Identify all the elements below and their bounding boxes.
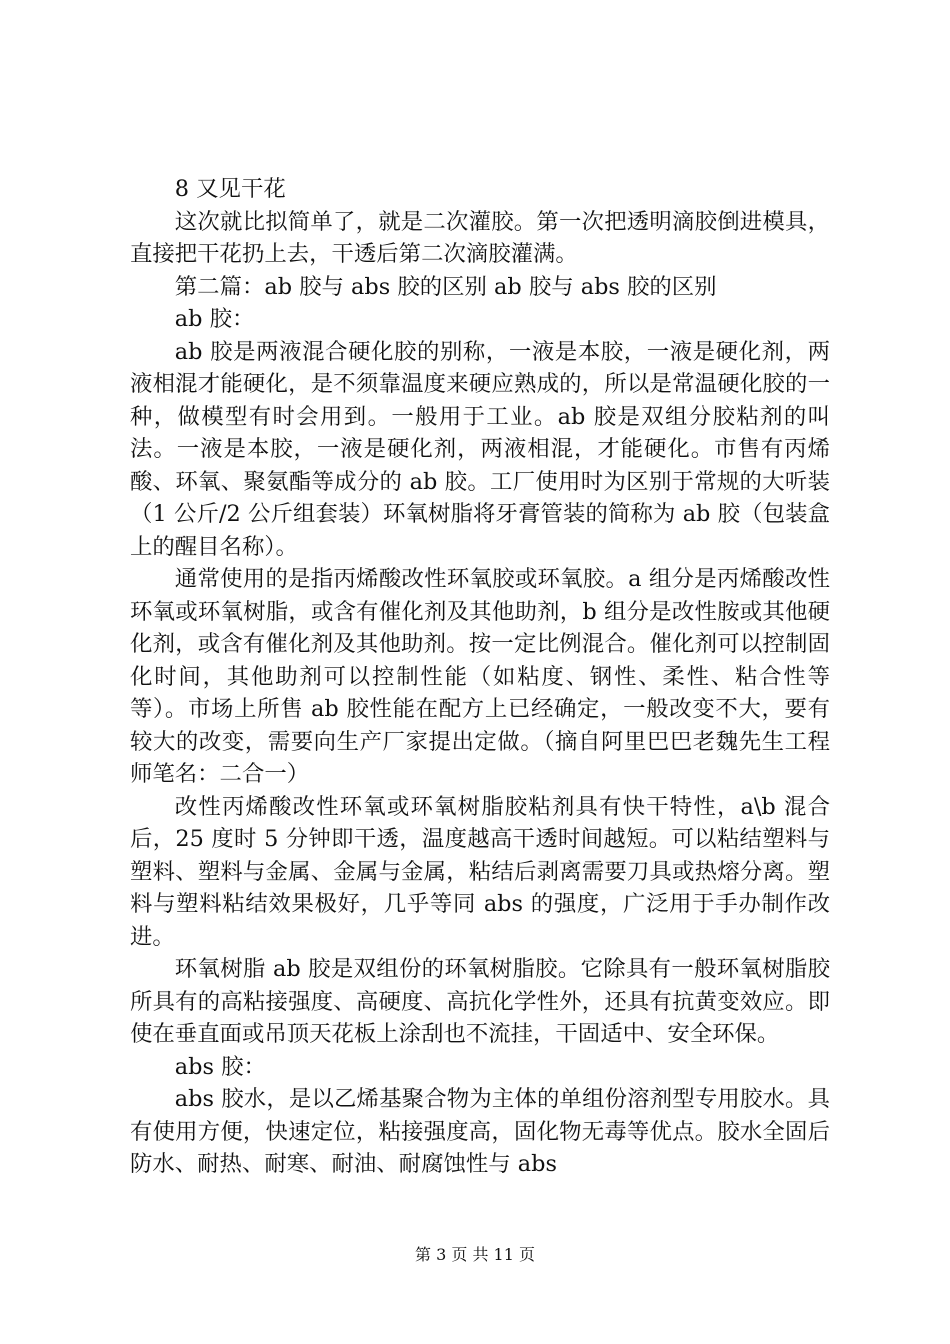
paragraph: 通常使用的是指丙烯酸改性环氧胶或环氧胶。a 组分是丙烯酸改性环氧或环氧树脂，或含有催化剂及其他助剂，b 组分是改性胺或其他硬化剂，或含有催化剂及其他助剂。按一定比例混合。催化剂可以控制固化时间，其他助剂可以控制性能（如粘度、钢性、柔性、粘合性等等）。市场上所售 ab 胶性能在配方上已经确定，一般改变不大，要有较大的改变，需要向生产厂家提出定做。（摘自阿里巴巴老魏先生工程师笔名：二合一） (130, 566, 830, 787)
paragraph: 这次就比拟简单了，就是二次灌胶。第一次把透明滴胶倒进模具，直接把干花扔上去，干透后第二次滴胶灌满。 (130, 208, 830, 267)
page-number-footer: 第 3 页 共 11 页 (415, 1245, 535, 1264)
paragraph: ab 胶是两液混合硬化胶的别称，一液是本胶，一液是硬化剂，两液相混才能硬化，是不须靠温度来硬应熟成的，所以是常温硬化胶的一种，做模型有时会用到。一般用于工业。ab 胶是双组分胶粘剂的叫法。一液是本胶，一液是硬化剂，两液相混，才能硬化。市售有丙烯酸、环氧、聚氨酯等成分的 ab 胶。工厂使用时为区别于常规的大听装（1 公斤/2 公斤组套装）环氧树脂将牙膏管装的简称为 ab 胶（包装盒上的醒目名称）。 (130, 338, 830, 560)
subheading-abs-glue: abs 胶： (174, 1053, 266, 1080)
paragraph: abs 胶水，是以乙烯基聚合物为主体的单组份溶剂型专用胶水。具有使用方便，快速定位，粘接强度高，固化物无毒等优点。胶水全固后防水、耐热、耐寒、耐油、耐腐蚀性与 abs (130, 1086, 830, 1177)
subheading-ab-glue: ab 胶： (174, 306, 255, 332)
section-heading-dried-flowers: 8 又见干花 (174, 176, 286, 202)
chapter-heading: 第二篇：ab 胶与 abs 胶的区别 ab 胶与 abs 胶的区别 (174, 273, 717, 300)
paragraph: 环氧树脂 ab 胶是双组份的环氧树脂胶。它除具有一般环氧树脂胶所具有的高粘接强度、高硬度、高抗化学性外，还具有抗黄变效应。即使在垂直面或吊顶天花板上涂刮也不流挂，干固适中、安全环保。 (130, 956, 830, 1047)
document-body (130, 173, 830, 1181)
paragraph: 改性丙烯酸改性环氧或环氧树脂胶粘剂具有快干特性，a\b 混合后，25 度时 5 分钟即干透，温度越高干透时间越短。可以粘结塑料与塑料、塑料与金属、金属与金属，粘结后剥离需要刀具或热熔分离。塑料与塑料粘结效果极好，几乎等同 abs 的强度，广泛用于手办制作改进。 (130, 793, 830, 950)
